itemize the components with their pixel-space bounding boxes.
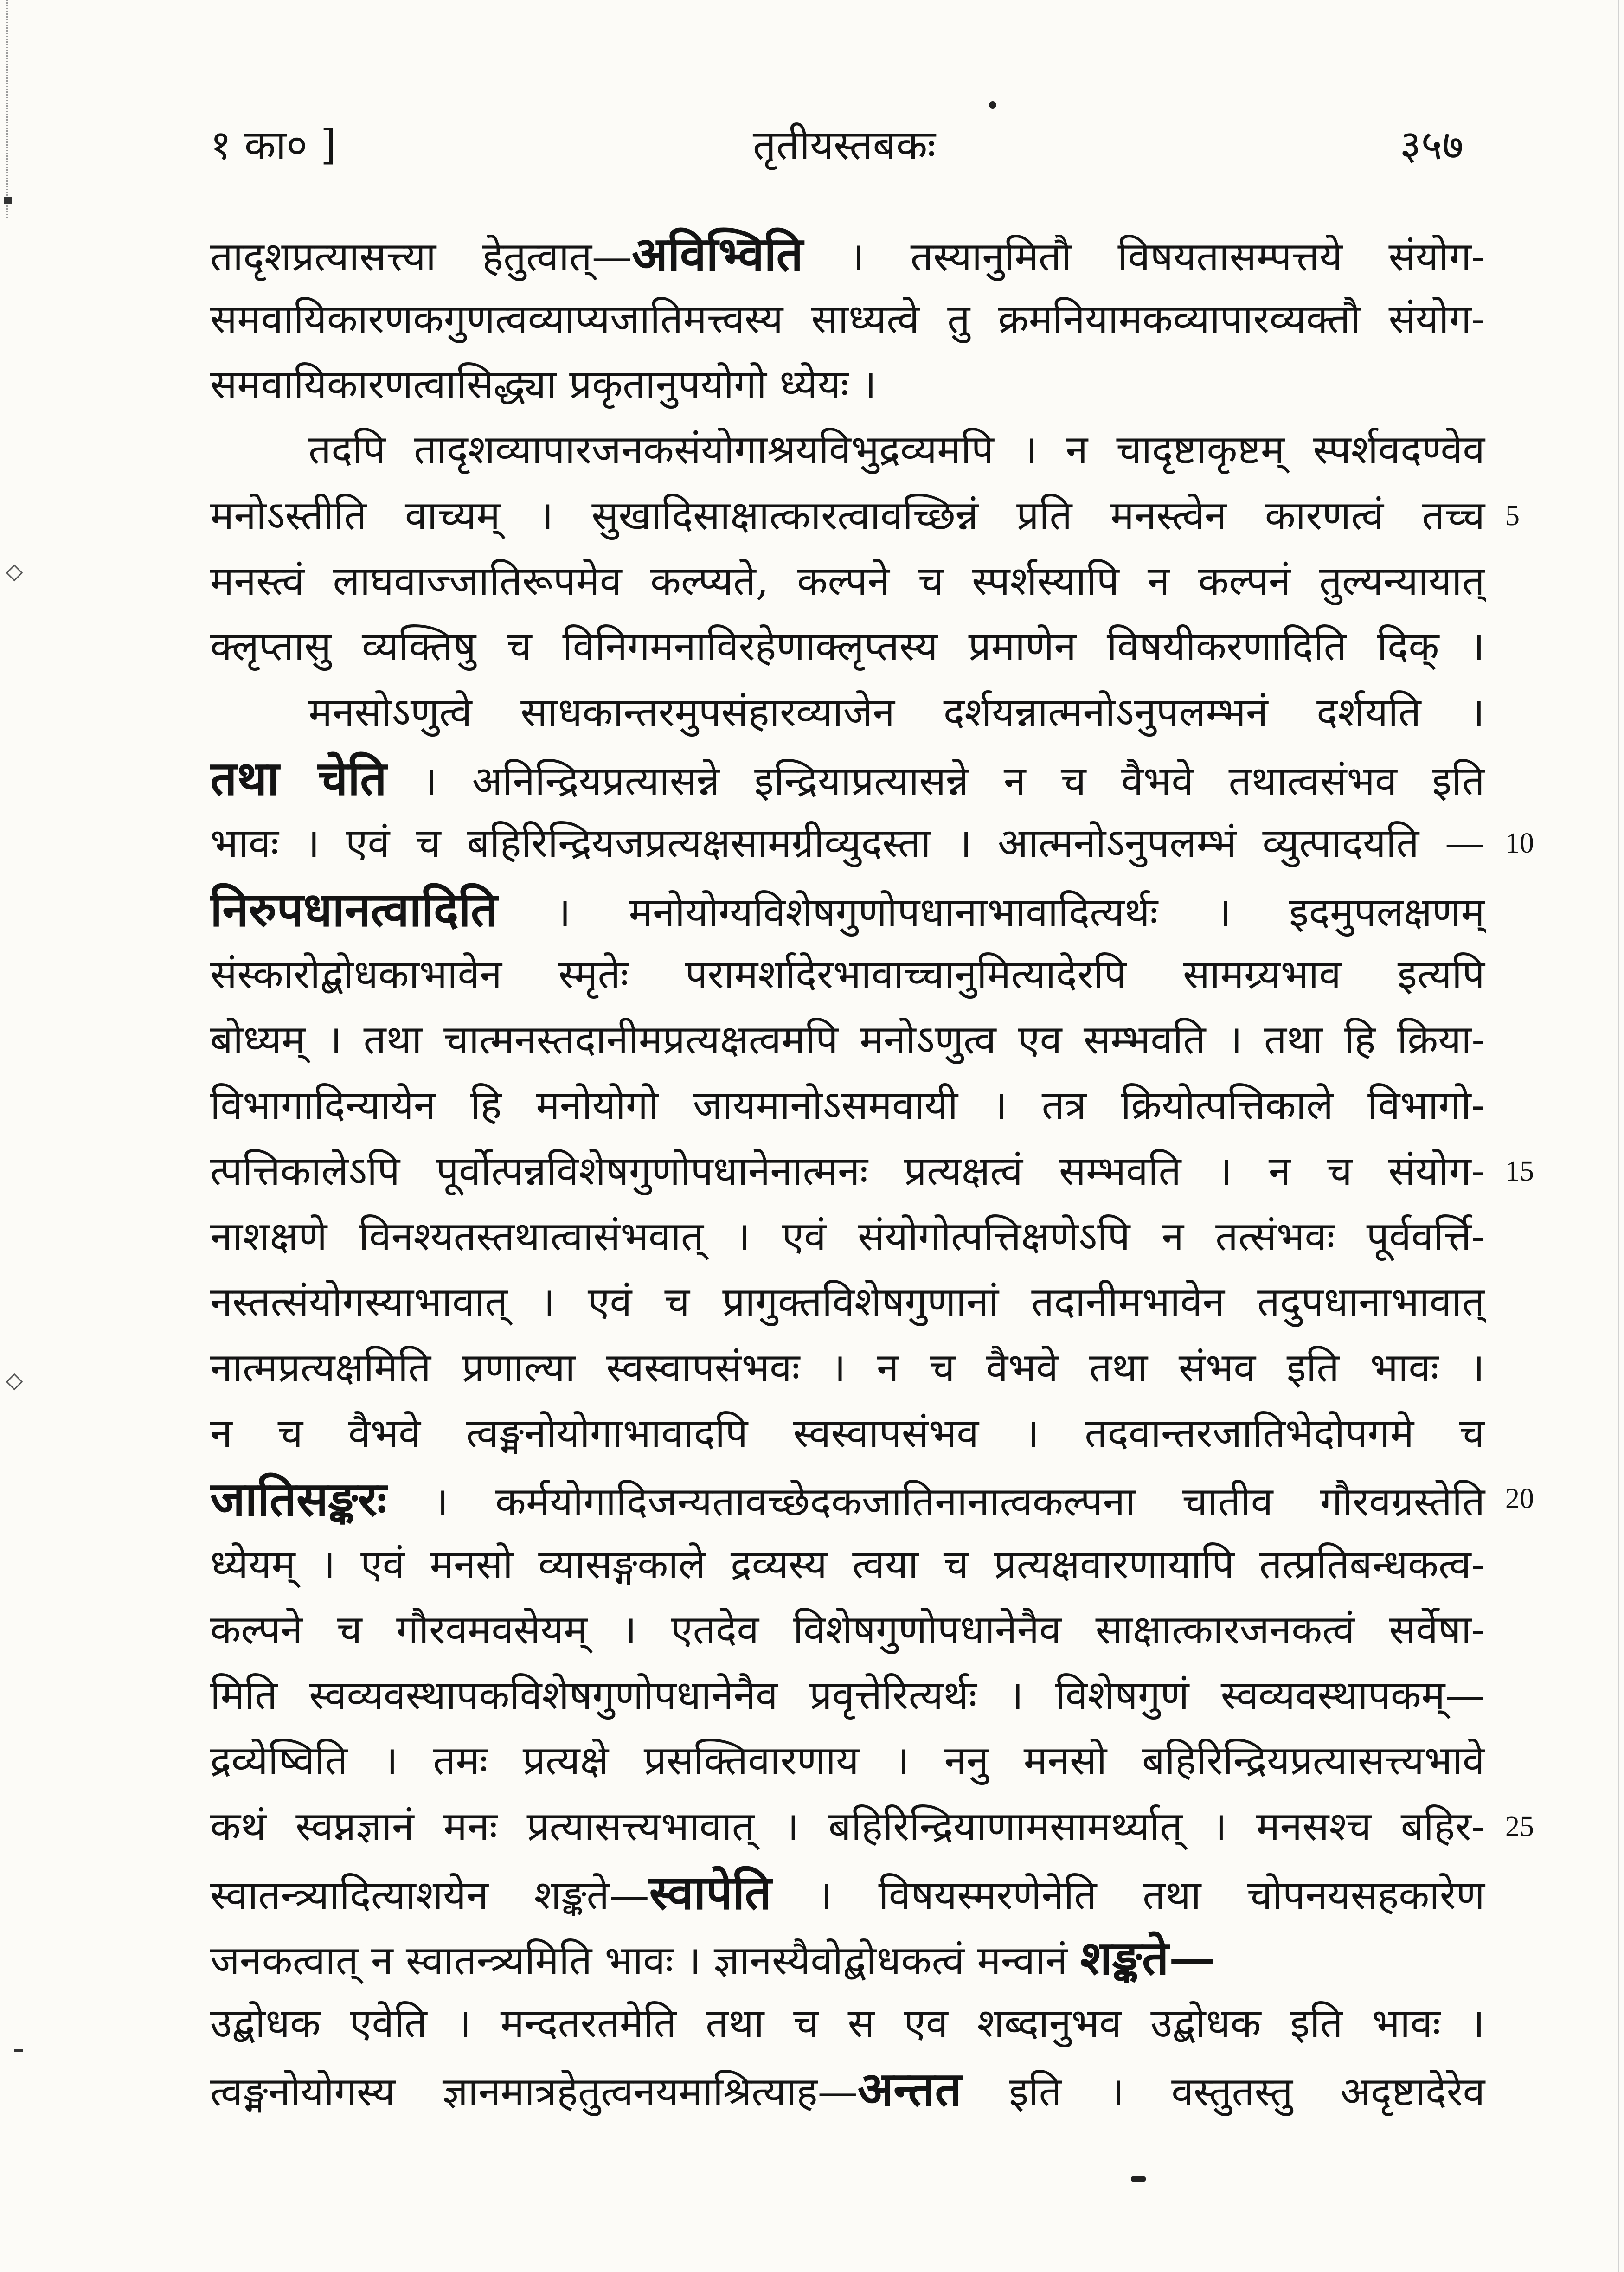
headword: शङ्कते— xyxy=(1080,1930,1216,1985)
text-line-content xyxy=(210,1401,1485,1466)
text-line-content xyxy=(210,745,1485,811)
text-line xyxy=(210,1860,1486,1925)
text-line-content xyxy=(210,1270,1485,1335)
text-line-content xyxy=(210,1925,1216,1990)
text-line-content xyxy=(210,942,1485,1008)
text-line-content xyxy=(210,1335,1485,1401)
page-edge-line xyxy=(1618,0,1619,2272)
text-segment: विभागादिन्यायेन हि मनोयोगो जायमानोऽसमवायी । तत्र क्रियोत्पत्तिकाले विभागो- xyxy=(210,1082,1485,1129)
text-line-content xyxy=(210,1532,1485,1598)
text-segment: मनसोऽणुत्वे साधकान्तरमुपसंहारव्याजेन दर्शयन्नात्मनोऽनुपलम्भनं दर्शयति । xyxy=(308,689,1485,736)
text-segment: । तस्यानुमितौ विषयतासम्पत्तये संयोग- xyxy=(803,234,1485,280)
text-line xyxy=(210,1991,1486,2056)
text-segment: संस्कारोद्बोधकाभावेन स्मृतेः परामर्शादेरभावाच्चानुमित्यादेरपि सामग्र्यभाव इत्यपि xyxy=(210,951,1485,998)
text-line xyxy=(210,811,1486,876)
text-line-content xyxy=(210,483,1485,549)
text-segment: भावः । एवं च बहिरिन्द्रियजप्रत्यक्षसामग्रीव्युदस्ता । आत्मनोऽनुपलम्भं व्युत्पादयति — xyxy=(210,820,1485,866)
line-number-marker: 25 xyxy=(1505,1811,1534,1842)
text-line-content xyxy=(210,221,1485,287)
text-line xyxy=(210,352,1486,417)
text-segment: कल्पने च गौरवमवसेयम् । एतदेव विशेषगुणोपधानेनैव साक्षात्कारजनकत्वं सर्वेषा- xyxy=(210,1607,1485,1653)
text-line-content xyxy=(210,549,1485,614)
text-segment: नस्तत्संयोगस्याभावात् । एवं च प्रागुक्तविशेषगुणानां तदानीमभावेन तदुपधानाभावात् xyxy=(210,1279,1485,1325)
headword: तथा चेति xyxy=(210,751,387,806)
text-segment: ध्येयम् । एवं मनसो व्यासङ्गकाले द्रव्यस्य त्वया च प्रत्यक्षवारणायापि तत्प्रतिबन्धकत्व- xyxy=(210,1541,1485,1588)
text-line xyxy=(210,1335,1486,1401)
text-segment: । मनोयोग्यविशेषगुणोपधानाभावादित्यर्थः । इदमुपलक्षणम् xyxy=(497,889,1485,936)
text-segment: तदपि तादृशव्यापारजनकसंयोगाश्रयविभुद्रव्यमपि । न चादृष्टाकृष्टम् स्पर्शवदण्वेव xyxy=(308,427,1485,473)
line-number-marker: 20 xyxy=(1505,1483,1534,1515)
text-line-content xyxy=(210,1598,1485,1663)
text-line-content xyxy=(210,1139,1485,1204)
text-line-content xyxy=(210,1728,1485,1794)
headword: निरुपधानत्वादिति xyxy=(210,882,498,937)
text-segment: न च वैभवे त्वङ्मनोयोगाभावादपि स्वस्वापसंभव । तदवान्तरजातिभेदोपगमे च xyxy=(210,1410,1485,1457)
page-number: ३५७ xyxy=(1399,121,1464,169)
text-line xyxy=(210,1532,1486,1598)
text-segment: कथं स्वप्नज्ञानं मनः प्रत्यासत्त्यभावात् । बहिरिन्द्रियाणामसामर्थ्यात् । मनसश्च बहिर- xyxy=(210,1803,1485,1850)
line-number-marker: 5 xyxy=(1505,500,1520,532)
text-line-content xyxy=(308,417,1485,483)
scan-speck xyxy=(989,101,996,109)
text-line xyxy=(210,549,1486,614)
text-line xyxy=(210,2056,1486,2122)
text-line xyxy=(210,942,1486,1008)
text-line xyxy=(308,680,1486,745)
text-line xyxy=(210,614,1486,680)
text-line xyxy=(210,1728,1486,1794)
text-segment: मिति स्वव्यवस्थापकविशेषगुणोपधानेनैव प्रवृत्तेरित्यर्थः । विशेषगुणं स्वव्यवस्थापकम्— xyxy=(210,1672,1485,1719)
text-line-content xyxy=(210,1663,1485,1728)
text-line-content xyxy=(210,1466,1485,1532)
text-line xyxy=(210,483,1486,549)
text-segment: त्पत्तिकालेऽपि पूर्वोत्पन्नविशेषगुणोपधानेनात्मनः प्रत्यक्षत्वं सम्भवति । न च संयोग- xyxy=(210,1148,1485,1194)
text-line xyxy=(210,1139,1486,1204)
text-line-content xyxy=(210,2056,1485,2122)
text-line-content xyxy=(210,614,1485,680)
text-segment: तादृशप्रत्यासत्त्या हेतुत्वात्— xyxy=(210,234,632,280)
text-line xyxy=(308,417,1486,483)
text-line xyxy=(210,1401,1486,1466)
text-line xyxy=(210,745,1486,811)
text-segment: स्वातन्त्र्यादित्याशयेन शङ्कते— xyxy=(210,1872,649,1919)
text-segment: इति । वस्तुतस्तु अदृष्टादेरेव xyxy=(962,2069,1485,2115)
text-segment: । विषयस्मरणेनेति तथा चोपनयसहकारेण xyxy=(771,1872,1485,1919)
text-line-content xyxy=(210,1204,1485,1270)
headword: जातिसङ्करः xyxy=(210,1471,387,1527)
text-segment: समवायिकारणत्वासिद्ध्या प्रकृतानुपयोगो ध्येयः । xyxy=(210,361,877,408)
text-line xyxy=(210,1270,1486,1335)
text-line-content xyxy=(210,1860,1485,1925)
text-line xyxy=(210,1466,1486,1532)
text-line-content xyxy=(308,680,1485,745)
text-line xyxy=(210,1794,1486,1860)
headword: स्वापेति xyxy=(649,1865,772,1920)
line-number-marker: 15 xyxy=(1505,1155,1534,1187)
text-line-content xyxy=(210,1008,1485,1073)
text-line xyxy=(210,1204,1486,1270)
text-line xyxy=(210,287,1486,352)
text-line xyxy=(210,1073,1486,1138)
text-segment: नाशक्षणे विनश्यतस्तथात्वासंभवात् । एवं संयोगोत्पत्तिक्षणेऽपि न तत्संभवः पूर्ववर्त्ति- xyxy=(210,1213,1485,1260)
text-line xyxy=(210,1008,1486,1073)
text-segment: उद्बोधक एवेति । मन्दतरतमेति तथा च स एव शब्दानुभव उद्बोधक इति भावः । xyxy=(210,2000,1485,2047)
text-segment: मनोऽस्तीति वाच्यम् । सुखादिसाक्षात्कारत्वावच्छिन्नं प्रति मनस्त्वेन कारणत्वं तच्च xyxy=(210,493,1485,539)
text-segment: क्लृप्तासु व्यक्तिषु च विनिगमनाविरहेणाक्लृप्तस्य प्रमाणेन विषयीकरणादिति दिक् । xyxy=(210,623,1485,670)
text-line xyxy=(210,1663,1486,1728)
text-segment: जनकत्वात् न स्वातन्त्र्यमिति भावः । ज्ञानस्यैवोद्बोधकत्वं मन्वानं xyxy=(210,1938,1080,1984)
text-line xyxy=(210,877,1486,942)
scan-speck xyxy=(4,197,12,204)
text-line-content xyxy=(210,352,877,417)
headword: अन्तत xyxy=(857,2061,962,2117)
text-line xyxy=(210,1925,1486,1990)
text-line-content xyxy=(210,287,1485,352)
line-number-marker: 10 xyxy=(1505,828,1534,859)
text-segment: । अनिन्द्रियप्रत्यासन्ने इन्द्रियाप्रत्यासन्ने न च वैभवे तथात्वसंभव इति xyxy=(386,758,1485,804)
text-segment: बोध्यम् । तथा चात्मनस्तदानीमप्रत्यक्षत्वमपि मनोऽणुत्व एव सम्भवति । तथा हि क्रिया- xyxy=(210,1017,1485,1063)
scan-speck xyxy=(14,2049,23,2052)
text-line-content xyxy=(210,1794,1485,1860)
text-line-content xyxy=(210,1991,1485,2056)
text-segment: नात्मप्रत्यक्षमिति प्रणाल्या स्वस्वापसंभवः । न च वैभवे तथा संभव इति भावः । xyxy=(210,1345,1485,1391)
text-line xyxy=(210,221,1486,287)
text-line-content xyxy=(210,877,1485,942)
text-line xyxy=(210,1598,1486,1663)
text-segment: । कर्मयोगादिजन्यतावच्छेदकजातिनानात्वकल्पना चातीव गौरवग्रस्तेति xyxy=(386,1479,1485,1525)
binding-edge-line xyxy=(6,0,8,218)
headword: अविभ्विति xyxy=(632,226,803,282)
header-title: तृतीयस्तबकः xyxy=(752,121,936,169)
text-segment: मनस्त्वं लाघवाज्जातिरूपमेव कल्प्यते, कल्पने च स्पर्शस्यापि न कल्पनं तुल्यन्यायात् xyxy=(210,558,1485,604)
text-segment: त्वङ्मनोयोगस्य ज्ञानमात्रहेतुत्वनयमाश्रित्याह— xyxy=(210,2069,858,2115)
text-line-content xyxy=(210,811,1485,876)
text-line-content xyxy=(210,1073,1485,1138)
scan-speck xyxy=(1131,2176,1146,2182)
text-segment: द्रव्येष्विति । तमः प्रत्यक्षे प्रसक्तिवारणाय । ननु मनसो बहिरिन्द्रियप्रत्यासत्त्यभावे xyxy=(210,1738,1485,1784)
header-section-label: १ का० ] xyxy=(210,121,337,169)
text-segment: समवायिकारणकगुणत्वव्याप्यजातिमत्त्वस्य साध्यत्वे तु क्रमनियामकव्यापारव्यक्तौ संयोग- xyxy=(210,296,1485,342)
